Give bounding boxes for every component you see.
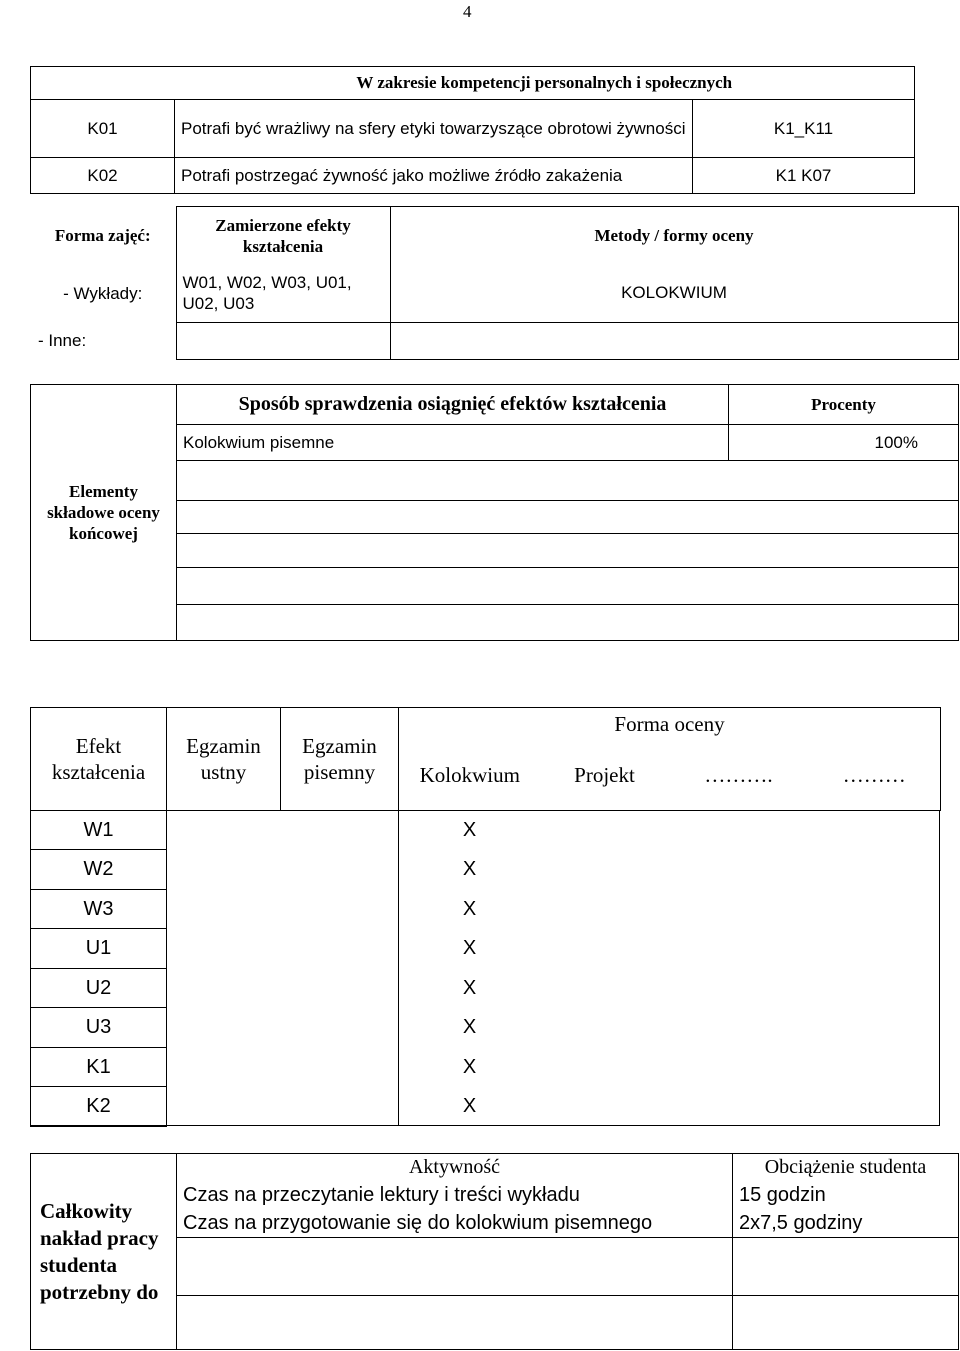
empty-activity — [177, 1238, 733, 1296]
empty-row — [177, 605, 959, 641]
row1-method: Kolokwium pisemne — [177, 425, 729, 461]
col-oral-exam: Egzamin ustny — [167, 708, 281, 811]
effect-w2: W2 — [31, 850, 167, 890]
empty-row — [177, 501, 959, 534]
mark-u2: X — [462, 976, 477, 999]
mark-w2: X — [462, 858, 477, 880]
forma-header: Forma oceny — [399, 708, 941, 741]
effect-k2: K2 — [31, 1087, 167, 1127]
effect-u3: U3 — [31, 1008, 167, 1048]
effect-w1: W1 — [31, 811, 167, 850]
activity-1: Czas na przeczytanie lektury i treści wykładu — [177, 1182, 733, 1210]
empty-load — [733, 1296, 959, 1350]
competences-header: W zakresie kompetencji personalnych i społecznych — [175, 67, 915, 100]
effect-header: Efekt kształcenia — [31, 708, 167, 811]
ref-k02: K1 K07 — [693, 158, 915, 194]
lecture-method: KOLOKWIUM — [390, 265, 958, 323]
load-2: 2x7,5 godziny — [733, 1210, 959, 1238]
lecture-effects: W01, W02, W03, U01, U02, U03 — [176, 265, 390, 323]
row1-percent: 100% — [729, 425, 959, 461]
activity-2: Czas na przygotowanie się do kolokwium pisemnego — [177, 1210, 733, 1238]
effect-k1: K1 — [31, 1048, 167, 1087]
col-kolokwium: Kolokwium — [399, 741, 541, 811]
mark-u3: X — [462, 1016, 477, 1038]
lecture-label: - Wykłady: — [63, 283, 143, 303]
workload-side-label: Całkowity nakład pracy studenta potrzebny do — [31, 1154, 177, 1350]
empty-row — [177, 568, 959, 605]
effect-u2: U2 — [31, 969, 167, 1008]
forms-col2-header: Zamierzone efekty kształcenia — [176, 207, 390, 265]
activity-header: Aktywność — [177, 1154, 733, 1182]
mark-w1: X — [462, 818, 477, 841]
text-k02: Potrafi postrzegać żywność jako możliwe źródło zakażenia — [175, 158, 693, 194]
text-k01: Potrafi być wrażliwy na sfery etyki towarzyszące obrotowi żywności — [175, 100, 693, 158]
mark-k2: X — [462, 1095, 477, 1117]
other-effects-cell — [176, 323, 390, 360]
other-method-cell — [390, 323, 958, 360]
matrix-divider — [398, 810, 399, 1126]
empty-row — [177, 461, 959, 501]
forms-col1-header: Forma zajęć: — [54, 225, 151, 245]
col-dots-1: ………. — [669, 741, 809, 811]
forms-col3-header: Metody / formy oceny — [390, 207, 958, 265]
col-dots-2: ……… — [809, 741, 941, 811]
competences-table — [30, 66, 915, 194]
code-k02: K02 — [31, 158, 175, 194]
workload-table — [30, 1153, 959, 1350]
code-k01: K01 — [31, 100, 175, 158]
method-header: Sposób sprawdzenia osiągnięć efektów kształcenia — [177, 385, 729, 425]
other-label: - Inne: — [38, 331, 87, 350]
load-header: Obciążenie studenta — [733, 1154, 959, 1182]
mark-w3: X — [462, 897, 477, 920]
col-projekt: Projekt — [541, 741, 669, 811]
matrix-divider — [166, 810, 167, 1126]
components-side-label: Elementy składowe oceny końcowej — [31, 385, 177, 641]
effect-w3: W3 — [31, 890, 167, 929]
empty-activity — [177, 1296, 733, 1350]
empty-corner — [31, 67, 175, 100]
page-number: 4 — [463, 2, 472, 21]
percent-header: Procenty — [729, 385, 959, 425]
empty-load — [733, 1238, 959, 1296]
components-table — [30, 384, 959, 641]
forms-table — [30, 206, 959, 360]
effect-u1: U1 — [31, 929, 167, 969]
load-1: 15 godzin — [733, 1182, 959, 1210]
mark-u1: X — [462, 937, 477, 959]
mark-k1: X — [462, 1055, 477, 1078]
empty-row — [177, 534, 959, 568]
ref-k01: K1_K11 — [693, 100, 915, 158]
col-written-exam: Egzamin pisemny — [281, 708, 399, 811]
